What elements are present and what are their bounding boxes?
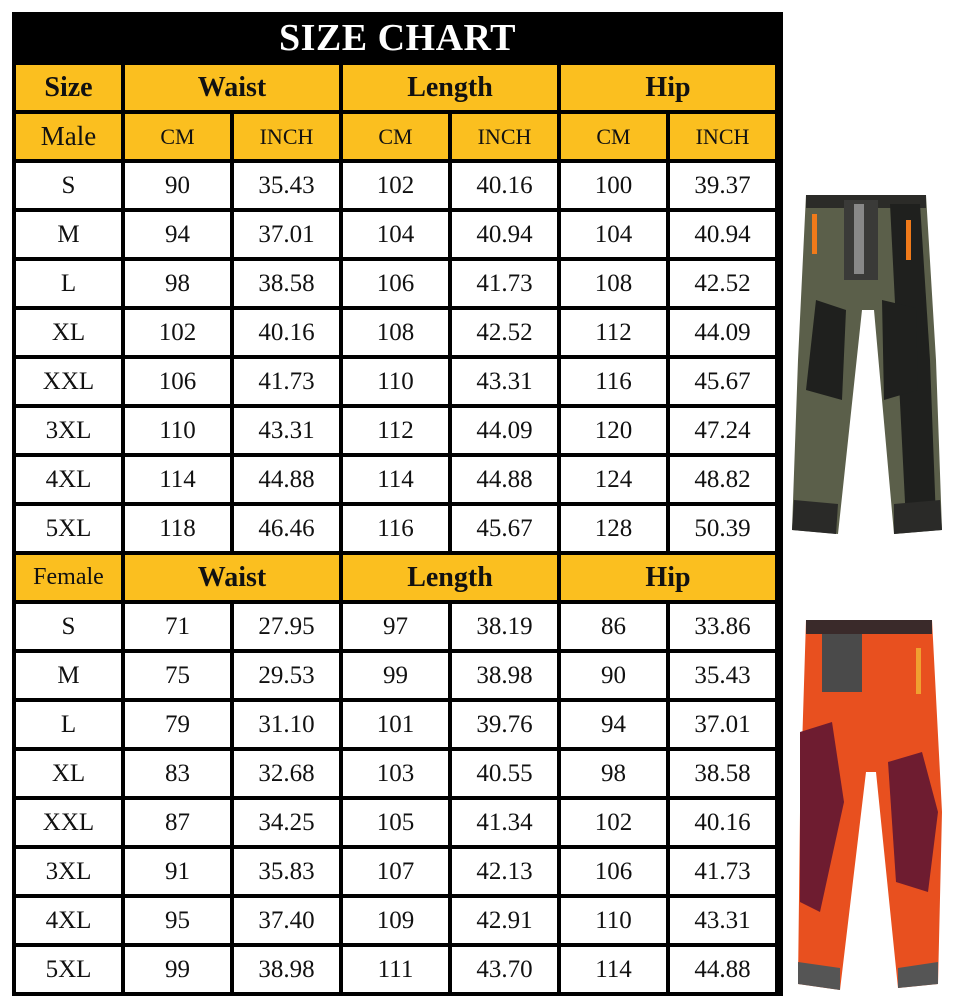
table-cell: 100	[561, 163, 666, 208]
unit-header: INCH	[234, 114, 339, 159]
table-cell: 35.43	[234, 163, 339, 208]
table-cell: 44.09	[452, 408, 557, 453]
table-cell: 105	[343, 800, 448, 845]
table-cell: 47.24	[670, 408, 775, 453]
column-header-length: Length	[343, 65, 557, 110]
table-cell: 43.70	[452, 947, 557, 992]
table-cell: 110	[343, 359, 448, 404]
table-cell: 31.10	[234, 702, 339, 747]
table-cell: 45.67	[452, 506, 557, 551]
column-header-size: Size	[16, 65, 121, 110]
orange-softshell-pants-icon	[792, 612, 952, 996]
table-cell: 79	[125, 702, 230, 747]
table-cell: 98	[561, 751, 666, 796]
table-cell: 38.58	[234, 261, 339, 306]
table-cell: 112	[343, 408, 448, 453]
table-cell: 48.82	[670, 457, 775, 502]
table-cell: 39.37	[670, 163, 775, 208]
size-label: 4XL	[16, 898, 121, 943]
table-cell: 94	[125, 212, 230, 257]
table-cell: 38.98	[234, 947, 339, 992]
table-cell: 106	[125, 359, 230, 404]
table-cell: 41.73	[234, 359, 339, 404]
table-cell: 110	[125, 408, 230, 453]
table-cell: 107	[343, 849, 448, 894]
table-cell: 99	[343, 653, 448, 698]
table-cell: 120	[561, 408, 666, 453]
size-label: XL	[16, 310, 121, 355]
table-cell: 35.83	[234, 849, 339, 894]
size-label: S	[16, 604, 121, 649]
table-cell: 44.88	[234, 457, 339, 502]
unit-header: INCH	[670, 114, 775, 159]
table-cell: 71	[125, 604, 230, 649]
size-label: 3XL	[16, 849, 121, 894]
size-label: XL	[16, 751, 121, 796]
table-cell: 83	[125, 751, 230, 796]
table-cell: 116	[343, 506, 448, 551]
table-cell: 98	[125, 261, 230, 306]
table-cell: 44.88	[452, 457, 557, 502]
male-label: Male	[16, 114, 121, 159]
table-cell: 29.53	[234, 653, 339, 698]
table-cell: 35.43	[670, 653, 775, 698]
table-cell: 111	[343, 947, 448, 992]
column-header-length: Length	[343, 555, 557, 600]
table-cell: 37.01	[234, 212, 339, 257]
column-header-hip: Hip	[561, 555, 775, 600]
size-label: M	[16, 212, 121, 257]
table-cell: 87	[125, 800, 230, 845]
unit-header: CM	[343, 114, 448, 159]
size-chart-table	[12, 12, 783, 996]
size-label: 4XL	[16, 457, 121, 502]
unit-header: CM	[125, 114, 230, 159]
table-cell: 40.94	[452, 212, 557, 257]
gray-softshell-pants-icon	[786, 160, 956, 540]
table-cell: 104	[343, 212, 448, 257]
column-header-size: Female	[16, 555, 121, 600]
table-cell: 42.52	[452, 310, 557, 355]
table-cell: 128	[561, 506, 666, 551]
table-cell: 104	[561, 212, 666, 257]
table-cell: 103	[343, 751, 448, 796]
table-cell: 41.73	[452, 261, 557, 306]
table-cell: 41.73	[670, 849, 775, 894]
column-header-waist: Waist	[125, 555, 339, 600]
size-label: 5XL	[16, 947, 121, 992]
table-cell: 50.39	[670, 506, 775, 551]
size-label: L	[16, 702, 121, 747]
table-cell: 108	[561, 261, 666, 306]
table-cell: 41.34	[452, 800, 557, 845]
table-cell: 91	[125, 849, 230, 894]
table-cell: 27.95	[234, 604, 339, 649]
table-cell: 109	[343, 898, 448, 943]
table-cell: 90	[561, 653, 666, 698]
table-cell: 37.40	[234, 898, 339, 943]
table-cell: 106	[561, 849, 666, 894]
table-cell: 32.68	[234, 751, 339, 796]
table-cell: 124	[561, 457, 666, 502]
table-cell: 114	[125, 457, 230, 502]
table-cell: 42.91	[452, 898, 557, 943]
table-cell: 116	[561, 359, 666, 404]
table-cell: 40.55	[452, 751, 557, 796]
size-label: XXL	[16, 359, 121, 404]
table-cell: 110	[561, 898, 666, 943]
table-cell: 102	[561, 800, 666, 845]
table-cell: 38.19	[452, 604, 557, 649]
table-cell: 114	[561, 947, 666, 992]
table-cell: 46.46	[234, 506, 339, 551]
table-cell: 40.16	[452, 163, 557, 208]
column-header-hip: Hip	[561, 65, 775, 110]
table-cell: 43.31	[452, 359, 557, 404]
column-header-waist: Waist	[125, 65, 339, 110]
table-cell: 33.86	[670, 604, 775, 649]
table-cell: 38.98	[452, 653, 557, 698]
size-label: 5XL	[16, 506, 121, 551]
table-cell: 101	[343, 702, 448, 747]
unit-header: CM	[561, 114, 666, 159]
table-cell: 40.94	[670, 212, 775, 257]
table-cell: 90	[125, 163, 230, 208]
table-cell: 102	[343, 163, 448, 208]
table-cell: 97	[343, 604, 448, 649]
table-cell: 102	[125, 310, 230, 355]
table-cell: 95	[125, 898, 230, 943]
table-cell: 44.88	[670, 947, 775, 992]
table-cell: 40.16	[234, 310, 339, 355]
table-cell: 94	[561, 702, 666, 747]
size-label: 3XL	[16, 408, 121, 453]
table-cell: 106	[343, 261, 448, 306]
chart-title: SIZE CHART	[278, 17, 516, 59]
size-label: S	[16, 163, 121, 208]
table-cell: 42.52	[670, 261, 775, 306]
table-cell: 43.31	[234, 408, 339, 453]
table-cell: 37.01	[670, 702, 775, 747]
table-cell: 86	[561, 604, 666, 649]
table-cell: 39.76	[452, 702, 557, 747]
size-label: XXL	[16, 800, 121, 845]
table-cell: 44.09	[670, 310, 775, 355]
table-cell: 75	[125, 653, 230, 698]
table-cell: 43.31	[670, 898, 775, 943]
table-cell: 112	[561, 310, 666, 355]
table-cell: 40.16	[670, 800, 775, 845]
table-cell: 118	[125, 506, 230, 551]
table-cell: 99	[125, 947, 230, 992]
table-cell: 108	[343, 310, 448, 355]
table-cell: 42.13	[452, 849, 557, 894]
unit-header: INCH	[452, 114, 557, 159]
table-cell: 45.67	[670, 359, 775, 404]
size-label: M	[16, 653, 121, 698]
table-cell: 34.25	[234, 800, 339, 845]
table-cell: 38.58	[670, 751, 775, 796]
table-cell: 114	[343, 457, 448, 502]
size-label: L	[16, 261, 121, 306]
